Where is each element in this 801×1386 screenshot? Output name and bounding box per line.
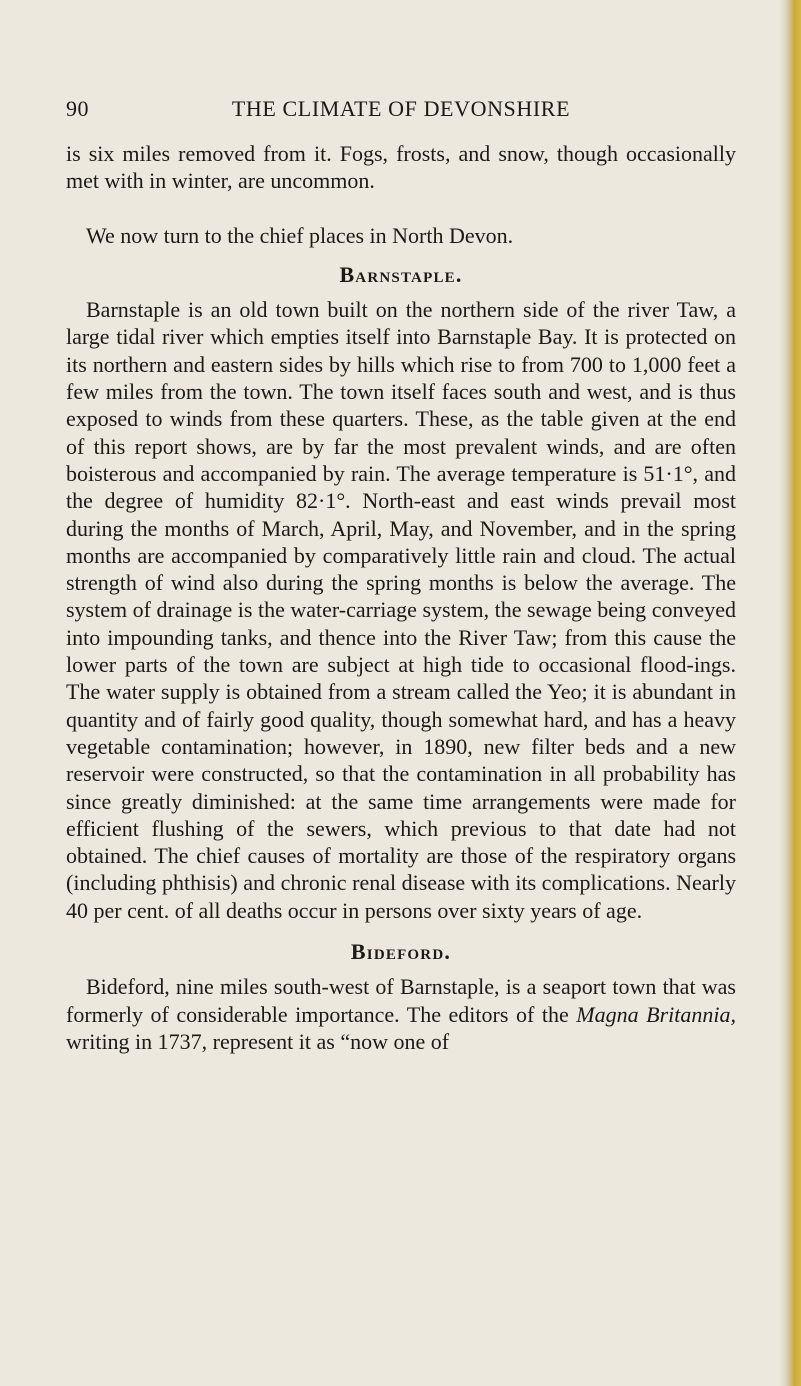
paragraph-barnstaple: Barnstaple is an old town built on the northern side of the river Taw, a large tidal river which empties itself into Barnstaple Bay. It is protected on its northern and eastern sides by hills which rise to from 700 to 1,000 feet a few miles from the town. The town itself faces south and west, and is thus exposed to winds from these quarters. These, as the table given at the end of this report shows, are by far the most prevalent winds, and are often boisterous and accompanied by rain. The average temperature is 51·1°, and the degree of humidity 82·1°. North-east and east winds prevail most during the months of March, April, May, and November, and in the spring months are accompanied by comparatively little rain and cloud. The actual strength of wind also during the spring months is below the average. The system of drainage is the water-carriage system, the sewage being conveyed into impounding tanks, and thence into the River Taw; from this cause the lower parts of the town are subject at high tide to occasional flood-ings. The water supply is obtained from a stream called the Yeo; it is abundant in quantity and of fairly good quality, though somewhat hard, and has a heavy vegetable contamination; however, in 1890, new filter beds and a new reservoir were constructed, so that the contamination in all probability has since greatly diminished: at the same time arrangements were made for efficient flushing of the sewers, which previous to that date had not obtained. The chief causes of mortality are those of the respiratory organs (including phthisis) and chronic renal disease with its complications. Nearly 40 per cent. of all deaths occur in persons over sixty years of age. (66, 297, 736, 923)
paragraph-north-devon: We now turn to the chief places in North Devon. (86, 222, 514, 248)
page-number: 90 (66, 96, 89, 121)
section-heading-barnstaple: Barnstaple. (339, 261, 463, 287)
page-header (66, 96, 736, 130)
paragraph-gap (66, 195, 736, 222)
page-edge (779, 0, 801, 1386)
section-heading-bideford: Bideford. (350, 939, 452, 965)
paragraph-bideford (66, 973, 736, 1055)
running-title: THE CLIMATE OF DEVONSHIRE (231, 96, 571, 121)
paragraph-bideford-start: Bideford, nine miles south-west of Barnstaple, is a seaport town that was formerly of considerable importance. The editors of the (66, 974, 736, 1027)
paragraph-continuation: is six miles removed from it. Fogs, frosts, and snow, though occasionally met with in winter, are uncommon. (66, 141, 736, 194)
paragraph-bideford-italic: Magna Britannia, (576, 1001, 737, 1027)
page-body (66, 140, 736, 1055)
paragraph-bideford-end: writing in 1737, represent it as “now one of (66, 1028, 450, 1054)
